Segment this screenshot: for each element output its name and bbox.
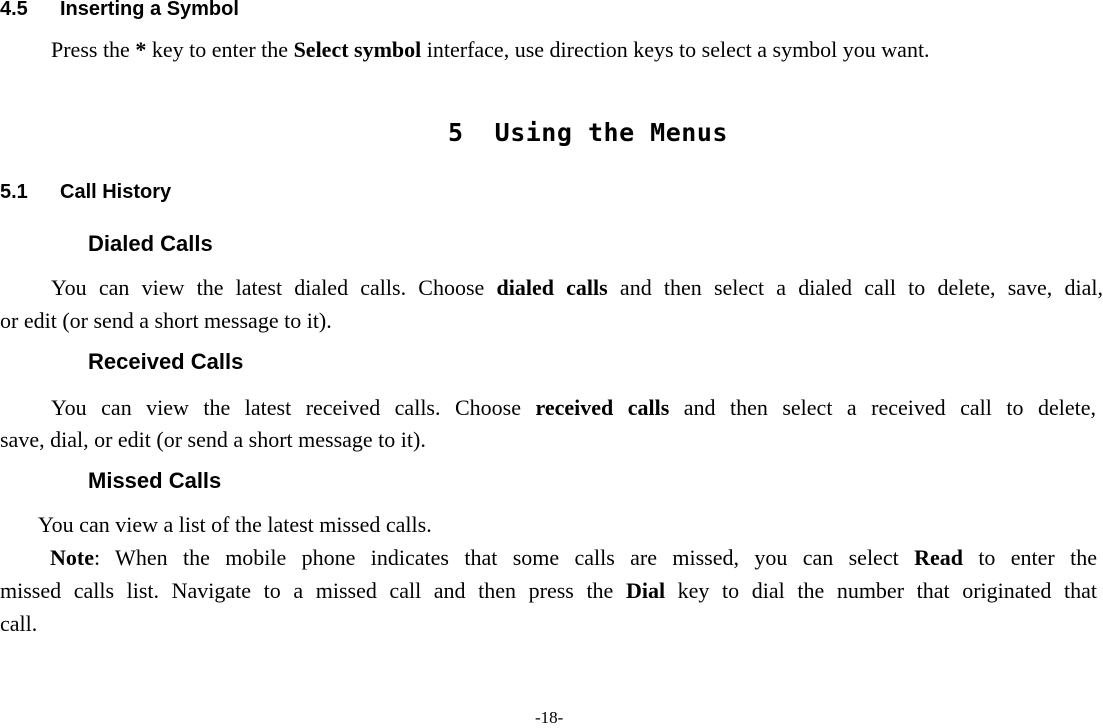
paragraph-text: Press the: [51, 37, 136, 62]
dialed-calls-term: dialed calls: [496, 275, 608, 300]
paragraph-text: interface, use direction keys to select a symbol you want.: [421, 37, 930, 62]
paragraph-text: missed calls list. Navigate to a missed call and then press the: [0, 578, 626, 603]
received-calls-line-1: [0, 393, 1096, 423]
select-symbol-label: Select symbol: [293, 37, 422, 62]
read-key-label: Read: [914, 545, 963, 570]
paragraph-text: to enter the: [962, 545, 1097, 570]
paragraph-text: key to dial the number that originated that: [665, 578, 1097, 603]
page-number: -18-: [535, 708, 564, 727]
section-4-5-title: Inserting a Symbol: [60, 0, 239, 20]
section-4-5-paragraph: [51, 35, 930, 65]
paragraph-text: You can view the latest received calls. Choose: [51, 395, 536, 420]
missed-calls-note-line-1: [0, 543, 1097, 573]
paragraph-text: You can view the latest dialed calls. Choose: [51, 275, 497, 300]
dialed-calls-line-1: [0, 273, 1103, 303]
paragraph-text: and then select a dialed call to delete, save, dial,: [607, 275, 1103, 300]
star-key-label: *: [135, 37, 147, 62]
note-label: Note: [50, 545, 94, 570]
missed-calls-note-line-3: call.: [0, 611, 38, 636]
section-4-5-number: 4.5: [0, 0, 28, 20]
received-calls-heading: Received Calls: [88, 349, 244, 374]
paragraph-text: key to enter the: [146, 37, 294, 62]
paragraph-text: : When the mobile phone indicates that some calls are missed, you can select: [93, 545, 915, 570]
dialed-calls-heading: Dialed Calls: [88, 231, 213, 256]
missed-calls-note-line-2: [0, 576, 1097, 606]
received-calls-term: received calls: [535, 395, 670, 420]
paragraph-text: and then select a received call to delete,: [669, 395, 1096, 420]
section-5-1-title: Call History: [60, 181, 172, 203]
dial-key-label: Dial: [625, 578, 666, 603]
dialed-calls-line-2: or edit (or send a short message to it).: [0, 308, 332, 333]
missed-calls-line-1: You can view a list of the latest missed calls.: [38, 512, 432, 537]
missed-calls-heading: Missed Calls: [88, 468, 222, 493]
received-calls-line-2: save, dial, or edit (or send a short message to it).: [0, 427, 426, 452]
section-5-1-number: 5.1: [0, 181, 28, 203]
chapter-5-title: 5 Using the Menus: [448, 118, 728, 147]
